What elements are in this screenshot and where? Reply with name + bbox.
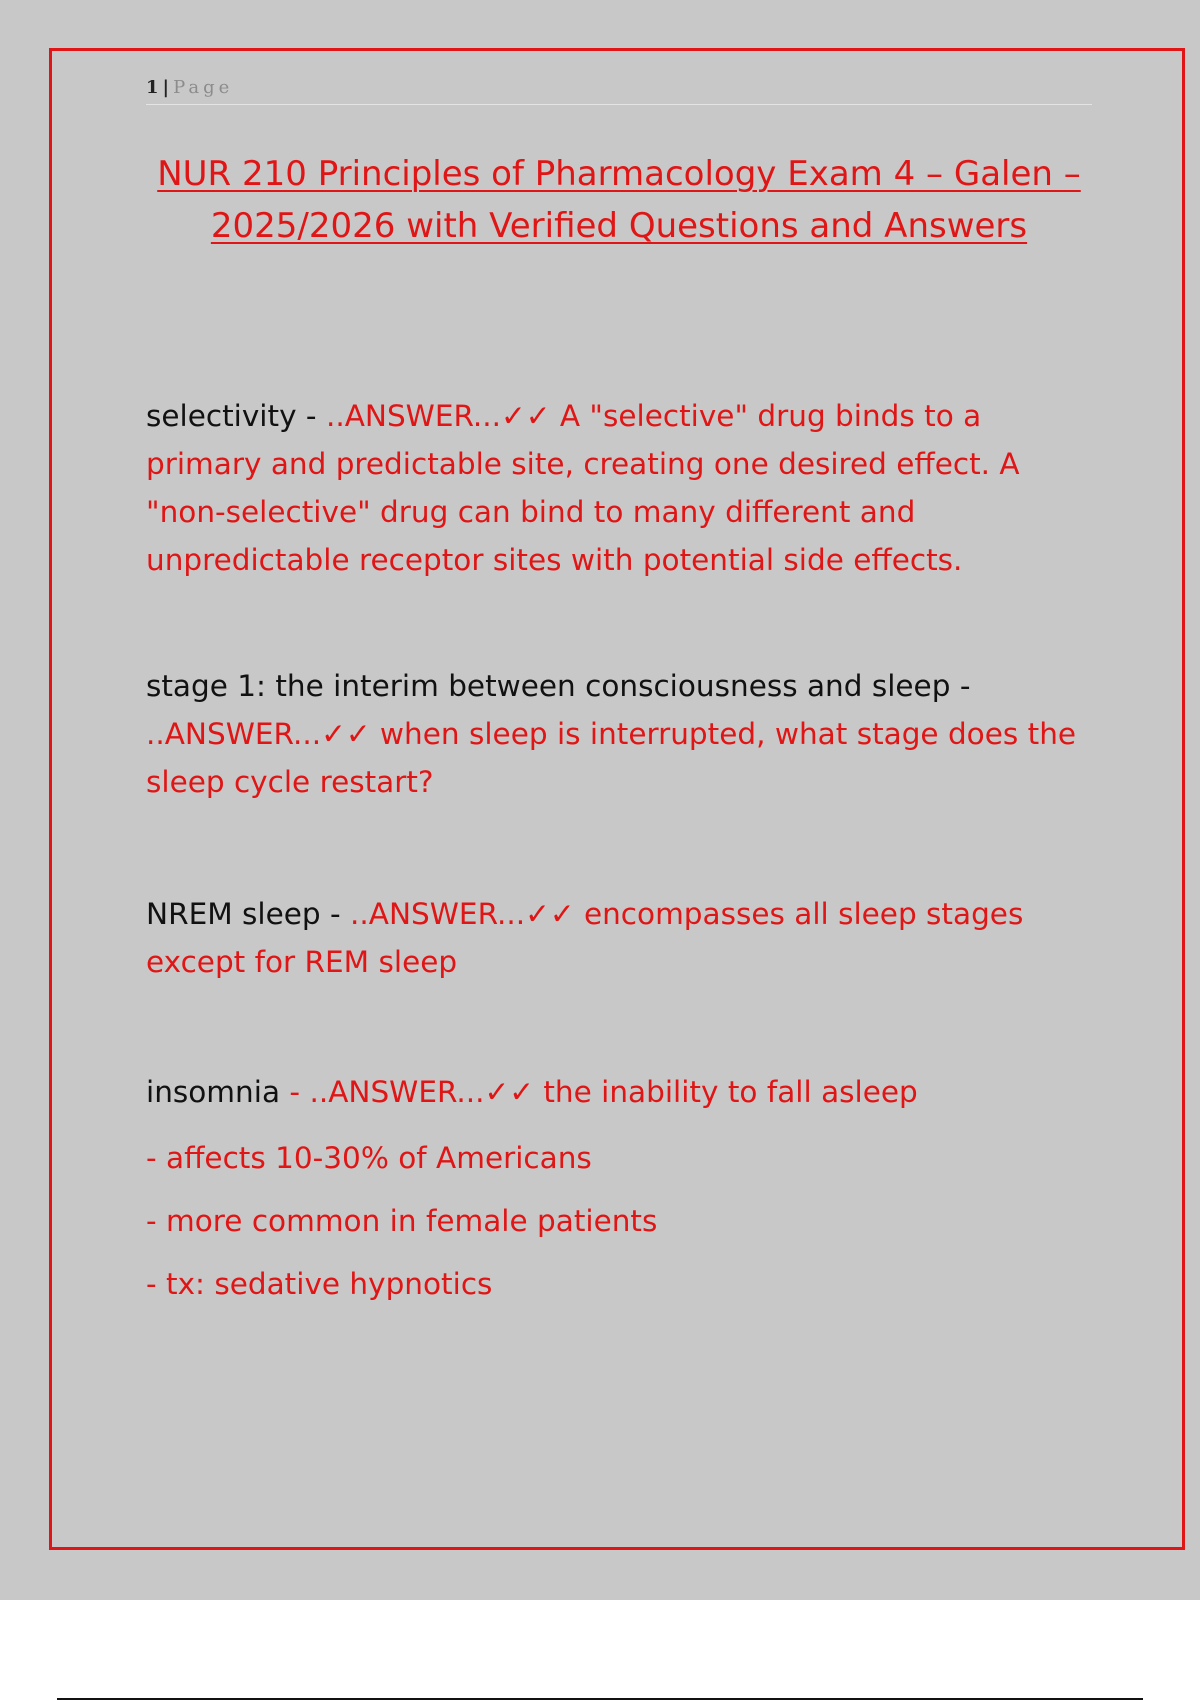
qa-entry-selectivity [146,392,1092,584]
qa-term: selectivity [146,399,297,433]
qa-term: insomnia [146,1075,281,1109]
list-item: - affects 10-30% of Americans [146,1141,592,1175]
page-word: Page [173,77,234,98]
qa-dash: - [320,897,351,931]
list-item: - more common in female patients [146,1204,658,1238]
qa-dash: - [296,399,326,433]
insomnia-details-list [146,1132,1092,1321]
qa-dash: - [950,669,971,703]
qa-term: stage 1: the interim between consciousness and sleep [146,669,951,703]
qa-term: NREM sleep [146,897,321,931]
qa-entry-nrem-sleep [146,890,1092,986]
qa-answer: ..ANSWER...✓✓ when sleep is interrupted, what stage does the sleep cycle restart? [146,717,1077,799]
qa-entry-insomnia [146,1068,1092,1116]
qa-entry-stage-1 [146,662,1092,806]
qa-answer: ..ANSWER...✓✓ A "selective" drug binds to a primary and predictable site, creating one desired effect. A "non-selective" drug can bind to many different and unpredictable receptor sites with potential side effects. [146,399,1020,577]
page-number: 1 [146,77,159,98]
page-header [146,76,1092,105]
qa-answer: ..ANSWER...✓✓ the inability to fall asleep [309,1075,918,1109]
page-separator: | [162,77,170,98]
qa-answer: ..ANSWER...✓✓ encompasses all sleep stages except for REM sleep [146,897,1024,979]
document-title: NUR 210 Principles of Pharmacology Exam 4 – Galen – 2025/2026 with Verified Questions and Answers [157,154,1081,246]
list-item: - tx: sedative hypnotics [146,1267,493,1301]
qa-dash: - [280,1075,310,1109]
